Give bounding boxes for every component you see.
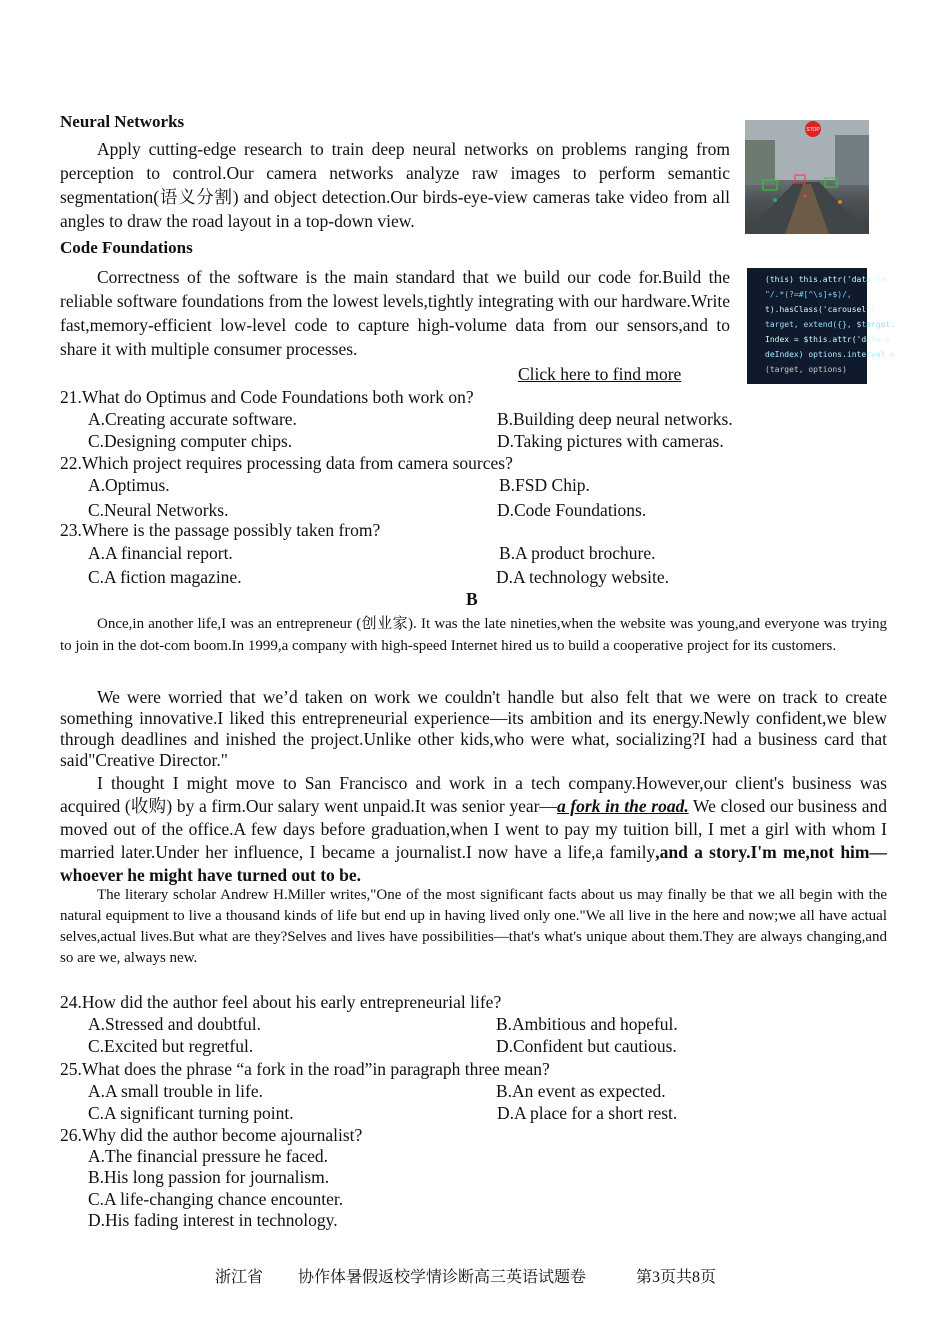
q24-option-a: A.Stressed and doubtful. — [88, 1014, 262, 1034]
q22-stem: 22.Which project requires processing data from camera sources? — [60, 453, 513, 473]
passage-b-paragraph-2: We were worried that we’d taken on work we couldn't handle but also felt that we were on track to create something innovative.I liked this entrepreneurial experience—its ambition and its energy.Newly confident,we blew through deadlines and inished the project.Unlike other kids,who were what, socializing?I had a business card that said"Creative Director." — [60, 687, 887, 770]
neural-networks-body: Apply cutting-edge research to train deep neural networks on problems ranging from perception to control.Our camera networks analyze raw images to perform semantic segmentation(语义分割) and object detection.Our birds-eye-view cameras take video from all angles to draw the road layout in a top-down view. — [60, 139, 730, 231]
q21-stem: 21.What do Optimus and Code Foundations both work on? — [60, 387, 474, 407]
q21-option-b: B.Building deep neural networks. — [497, 409, 733, 429]
q23-option-b: B.A product brochure. — [499, 543, 656, 563]
paragraph-3-bold-ending: ,and a story.I'm me,not him—whoever he might have turned out to be. — [60, 842, 887, 885]
q26-option-d: D.His fading interest in technology. — [88, 1210, 338, 1230]
q26-option-c: C.A life-changing chance encounter. — [88, 1189, 344, 1209]
q26-option-a: A.The financial pressure he faced. — [88, 1146, 329, 1166]
q23-option-c: C.A fiction magazine. — [88, 567, 242, 587]
stop-sign-text: STOP — [806, 127, 820, 133]
paragraph-3-part-1: I thought I might move to San Francisco and work in a tech company.However,our client's business was acquired (收购) by a firm.Our salary went unpaid.It was senior year— — [60, 773, 887, 816]
q26-stem: 26.Why did the author become ajournalist? — [60, 1125, 363, 1145]
q24-option-c: C.Excited but regretful. — [88, 1036, 254, 1056]
q25-option-a: A.A small trouble in life. — [88, 1081, 263, 1101]
footer-exam-title: 协作体暑假返校学情诊断高三英语试题卷 — [298, 1269, 587, 1286]
passage-b-paragraph-4: The literary scholar Andrew H.Miller writes,"One of the most significant facts about us may finally be that we all begin with the natural equipment to live a thousand kinds of life but end up in having lived only one."We all live in the here and now;we all have actual selves,actual lives.But what are they?Selves and lives have possibilities—that's what's unique about them.They are always changing,and so are we, always new. — [60, 887, 887, 966]
neural-networks-heading: Neural Networks — [60, 112, 185, 131]
q25-option-b: B.An event as expected. — [496, 1081, 666, 1101]
q22-option-c: C.Neural Networks. — [88, 500, 229, 520]
code-foundations-body: Correctness of the software is the main standard that we build our code for.Build the reliable software foundations from the lowest levels,tightly integrating with our hardware.Write fast,memory-efficient low-level code to capture high-volume data from our sensors,and to share it with multiple consumer processes. — [60, 267, 730, 359]
q22-option-b: B.FSD Chip. — [499, 475, 590, 495]
q24-stem: 24.How did the author feel about his early entrepreneurial life? — [60, 992, 502, 1012]
q21-option-d: D.Taking pictures with cameras. — [497, 431, 724, 451]
passage-b-paragraph-1: Once,in another life,I was an entrepreneur (创业家). It was the late nineties,when the website was young,and everyone was trying to join in the dot-com boom.In 1999,a company with high-speed Internet hired us to build a cooperative project for its customers. — [60, 616, 887, 654]
code-line-1: (this) this.attr('data-ta — [765, 275, 886, 284]
passage-b-paragraph-3 — [60, 772, 887, 887]
section-b-title: B — [466, 589, 478, 609]
code-line-7: (target, options) — [765, 365, 847, 374]
q23-option-d: D.A technology website. — [496, 567, 670, 587]
q21-option-a: A.Creating accurate software. — [88, 409, 297, 429]
q24-option-b: B.Ambitious and hopeful. — [496, 1014, 678, 1034]
q21-option-c: C.Designing computer chips. — [88, 431, 293, 451]
code-line-2: "/.*(?=#[^\s]+$)/, — [765, 290, 852, 299]
code-line-6: deIndex) options.interval = — [765, 350, 896, 359]
q25-option-c: C.A significant turning point. — [88, 1103, 294, 1123]
footer-province: 浙江省 — [215, 1269, 264, 1286]
code-foundations-heading: Code Foundations — [60, 238, 193, 257]
code-line-5: Index = $this.attr('data-s — [765, 335, 891, 344]
q23-option-a: A.A financial report. — [88, 543, 233, 563]
code-line-3: t).hasClass('carousel') — [765, 305, 876, 314]
footer-page-number: 第3页共8页 — [636, 1269, 717, 1286]
find-more-link[interactable]: Click here to find more — [518, 364, 682, 384]
q23-stem: 23.Where is the passage possibly taken from? — [60, 520, 381, 540]
road-segmentation-image — [745, 120, 869, 234]
q25-stem: 25.What does the phrase “a fork in the road”in paragraph three mean? — [60, 1059, 550, 1079]
q26-option-b: B.His long passion for journalism. — [88, 1167, 330, 1187]
fork-in-the-road-phrase: a fork in the road. — [556, 796, 689, 816]
q22-option-a: A.Optimus. — [88, 475, 170, 495]
q25-option-d: D.A place for a short rest. — [497, 1103, 678, 1123]
paragraph-3-part-2: We closed our business and moved out of the office.A few days before graduation,when I went to pay my tuition bill, I met a girl with whom I married later.Under her influence, I became a journalist.I now have a life,a family — [60, 796, 888, 862]
q24-option-d: D.Confident but cautious. — [496, 1036, 677, 1056]
q22-option-d: D.Code Foundations. — [497, 500, 647, 520]
code-screenshot-image — [747, 268, 896, 384]
code-line-4: target, extend({}, $target. — [765, 320, 896, 329]
